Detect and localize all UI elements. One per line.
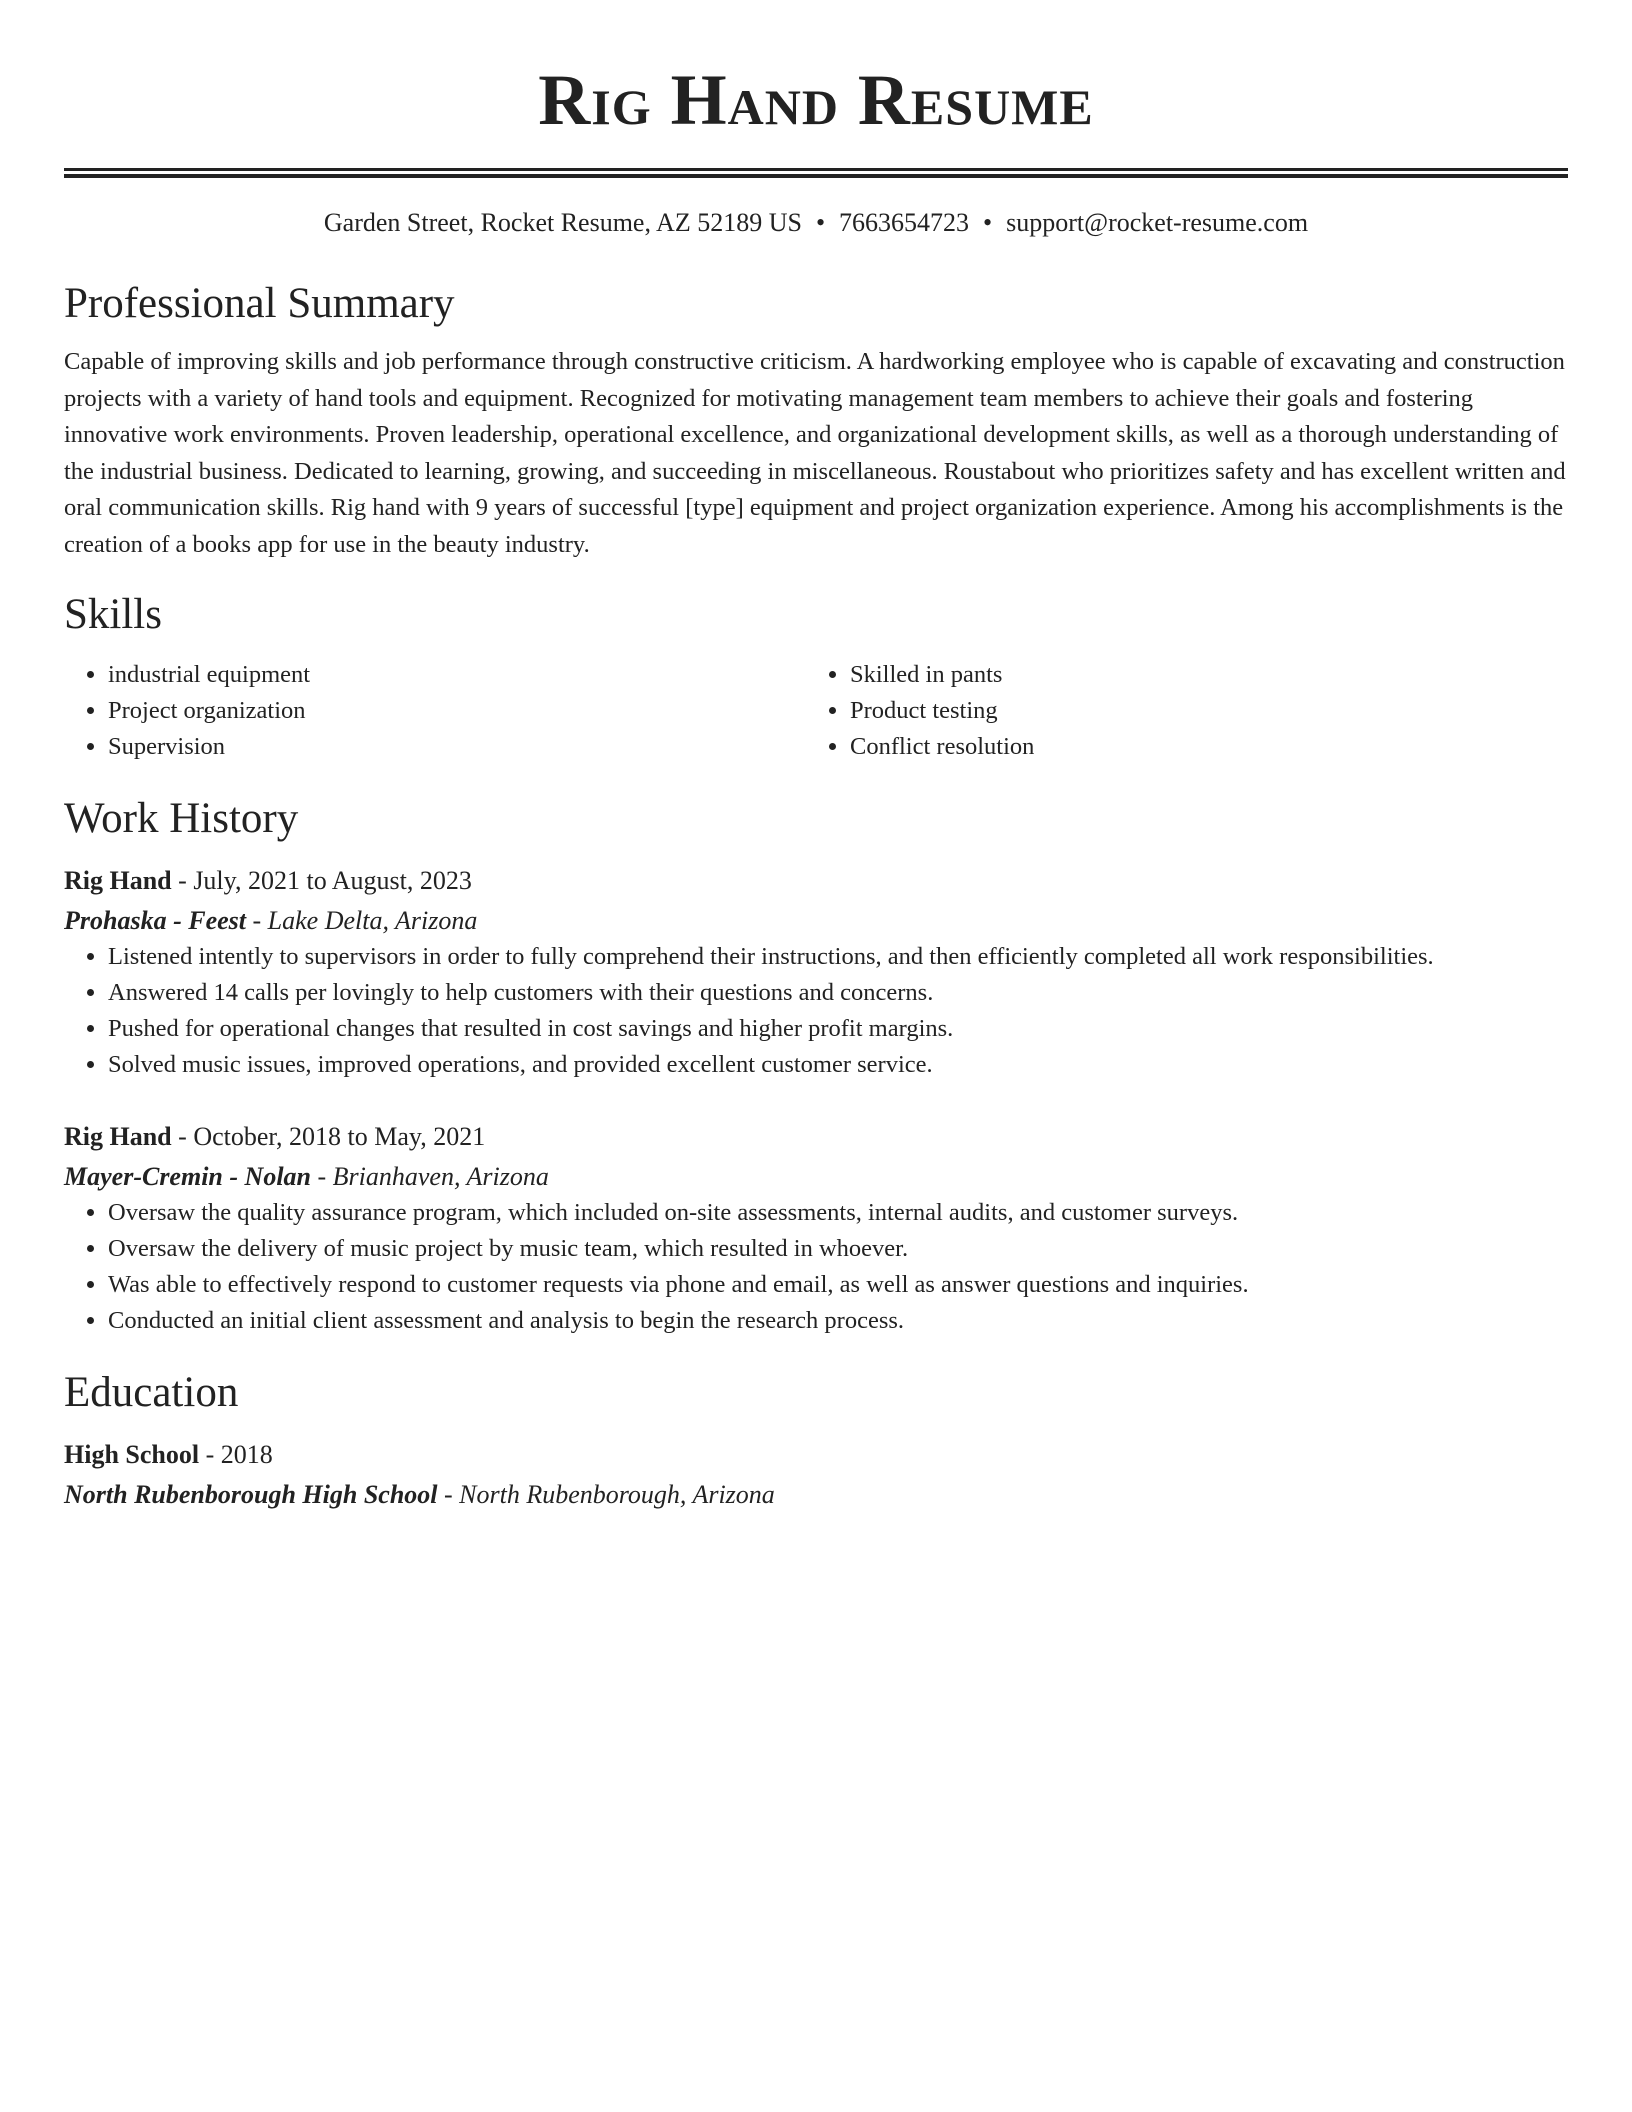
- job-bullet: • Oversaw the delivery of music project by music team, which resulted in whoever.: [108, 1231, 1568, 1267]
- contact-email: support@rocket-resume.com: [1006, 208, 1309, 237]
- contact-separator: •: [815, 208, 826, 237]
- skills-column-left: [64, 657, 806, 765]
- job-dates: - July, 2021 to August, 2023: [171, 866, 472, 895]
- skill-item: • Project organization: [108, 693, 806, 729]
- education-location: - North Rubenborough, Arizona: [437, 1480, 775, 1509]
- resume-page: [64, 0, 1568, 1513]
- job-bullet: • Conducted an initial client assessment and analysis to begin the research process.: [108, 1303, 1568, 1339]
- education-heading: Education: [64, 1369, 239, 1416]
- job-bullet: • Oversaw the quality assurance program, which included on-site assessments, internal audits, and customer surveys.: [108, 1195, 1568, 1231]
- company-location: - Lake Delta, Arizona: [246, 906, 478, 935]
- work-history-heading: Work History: [64, 795, 299, 842]
- job-title-line: [64, 863, 1568, 899]
- education-school-line: [64, 1477, 1568, 1513]
- education-year: - 2018: [199, 1440, 273, 1469]
- job-bullets: [64, 939, 1568, 1083]
- summary-text: Capable of improving skills and job performance through constructive criticism. A hardworking employee who is capable of excavating and construction projects with a variety of hand tools and equipment. Recognized for motivating management team members to achieve their goals and fostering innovative work environments. Proven leadership, operational excellence, and organizational development skills, as well as a thorough understanding of the industrial business. Dedicated to learning, growing, and succeeding in miscellaneous. Roustabout who prioritizes safety and has excellent written and oral communication skills. Rig hand with 9 years of successful [type] equipment and project organization experience. Among his accomplishments is the creation of a books app for use in the beauty industry.: [64, 348, 1566, 558]
- title-divider: [64, 168, 1568, 178]
- summary-heading: Professional Summary: [64, 280, 455, 327]
- skills-heading: Skills: [64, 591, 162, 638]
- education-degree-line: [64, 1437, 1568, 1473]
- contact-phone: 7663654723: [839, 208, 970, 237]
- contact-separator: •: [983, 208, 993, 237]
- job-bullet: • Was able to effectively respond to customer requests via phone and email, as well as answer questions and inquiries.: [108, 1267, 1568, 1303]
- job-title: Rig Hand: [64, 1122, 172, 1151]
- skills-column-right: [806, 657, 1548, 765]
- skill-item: • industrial equipment: [108, 657, 806, 693]
- job-title-line: [64, 1119, 1568, 1155]
- skill-item: • Product testing: [850, 693, 1548, 729]
- job-bullet: • Solved music issues, improved operations, and provided excellent customer service.: [108, 1047, 1568, 1083]
- job-bullet: • Listened intently to supervisors in order to fully comprehend their instructions, and then efficiently completed all work responsibilities.: [108, 939, 1568, 975]
- contact-line: [64, 206, 1568, 240]
- job-bullets: [64, 1195, 1568, 1339]
- company-location: - Brianhaven, Arizona: [311, 1162, 549, 1191]
- skill-item: • Supervision: [108, 729, 806, 765]
- job-dates: - October, 2018 to May, 2021: [171, 1122, 486, 1151]
- skill-item: • Skilled in pants: [850, 657, 1548, 693]
- company-line: [64, 1159, 1568, 1195]
- job-entry: [64, 863, 1568, 1083]
- education-degree: High School: [64, 1440, 200, 1469]
- company-line: [64, 903, 1568, 939]
- skills-list: [64, 657, 1568, 765]
- company-name: Mayer-Cremin - Nolan: [64, 1162, 311, 1191]
- job-bullet: • Pushed for operational changes that resulted in cost savings and higher profit margins.: [108, 1011, 1568, 1047]
- education-school: North Rubenborough High School: [64, 1480, 438, 1509]
- job-entry: [64, 1119, 1568, 1339]
- job-bullet: • Answered 14 calls per lovingly to help customers with their questions and concerns.: [108, 975, 1568, 1011]
- resume-title: Rig Hand Resume: [538, 60, 1094, 140]
- contact-address: Garden Street, Rocket Resume, AZ 52189 US: [323, 208, 802, 237]
- job-title: Rig Hand: [64, 866, 172, 895]
- skill-item: • Conflict resolution: [850, 729, 1548, 765]
- company-name: Prohaska - Feest: [64, 906, 246, 935]
